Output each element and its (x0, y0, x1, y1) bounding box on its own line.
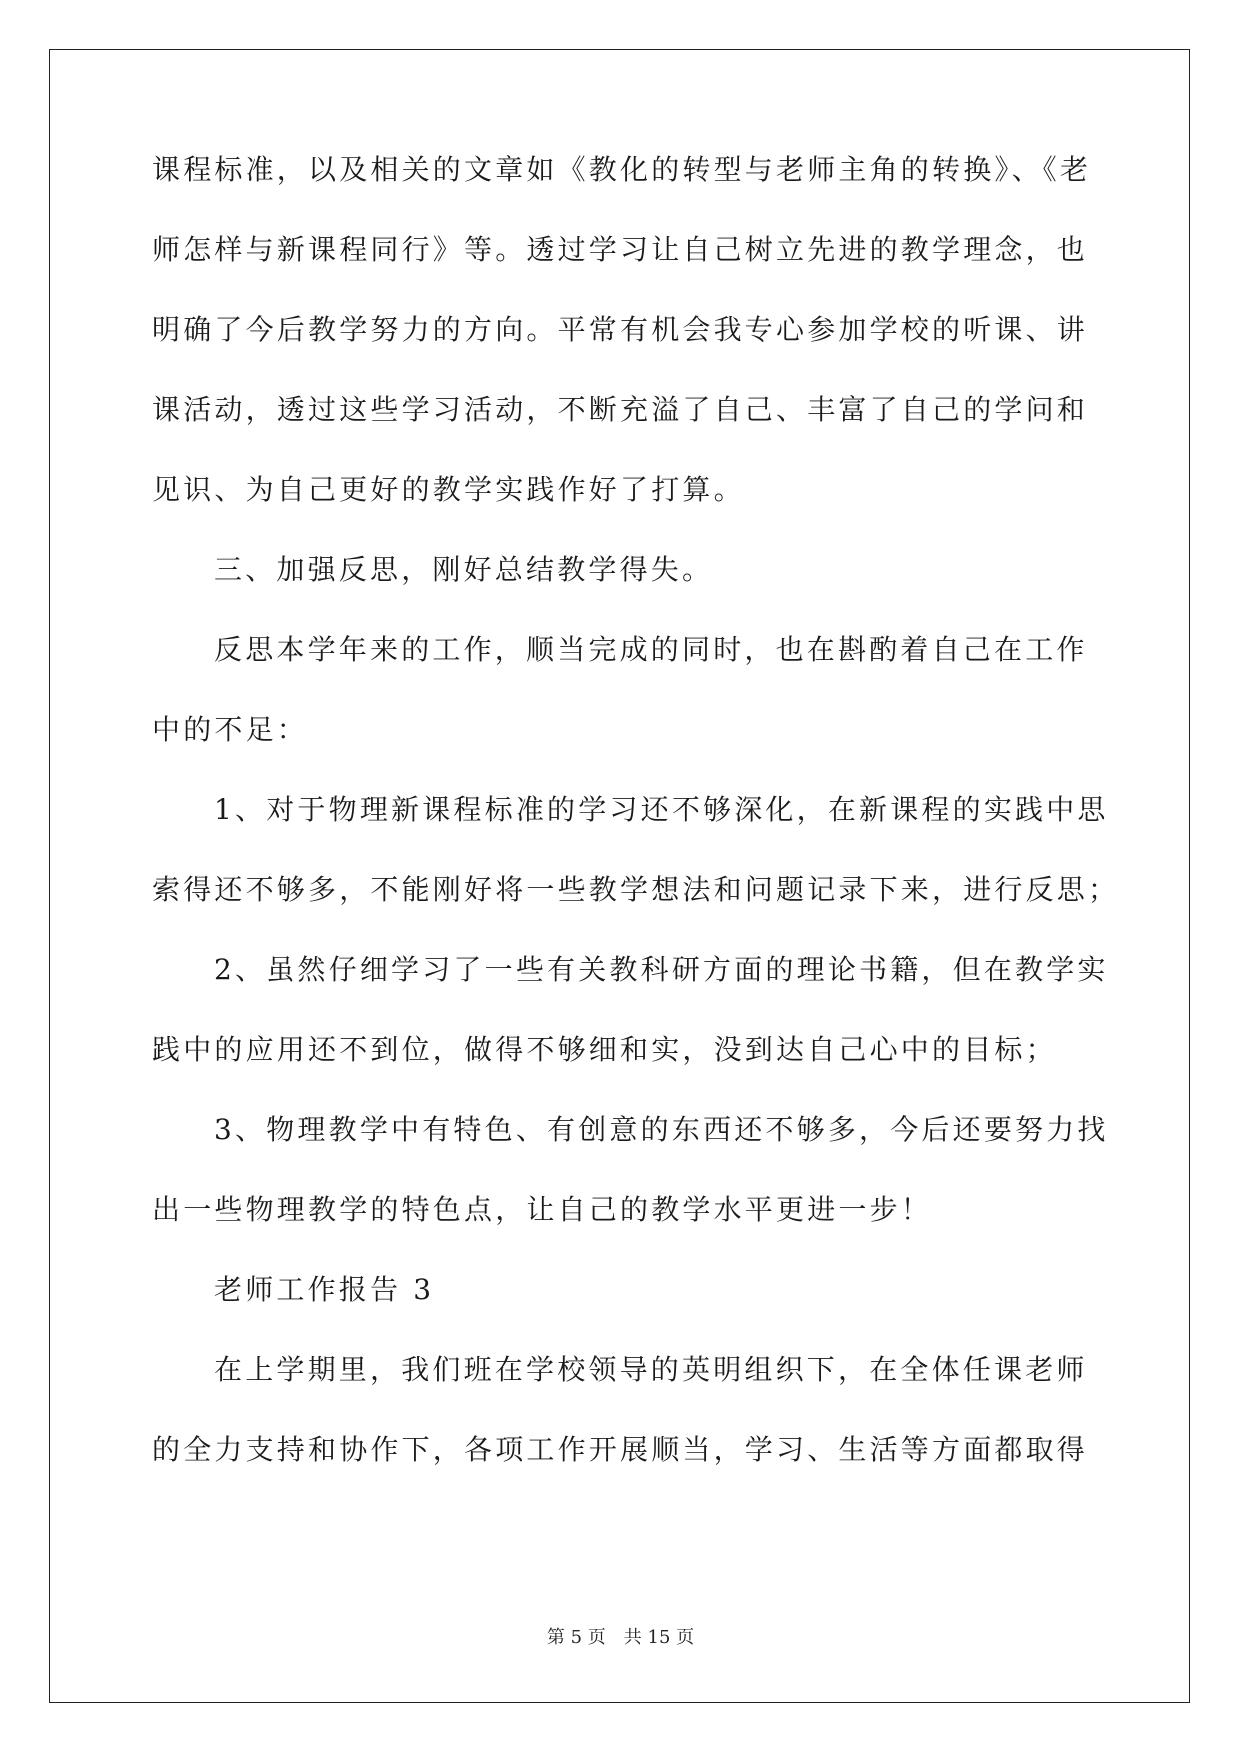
paragraph-line: 反思本学年来的工作，顺当完成的同时，也在斟酌着自己在工作 (214, 633, 1088, 666)
page-footer (0, 1626, 1241, 1650)
paragraph-line: 在上学期里，我们班在学校领导的英明组织下，在全体任课老师 (214, 1353, 1088, 1386)
list-item-line: 2、虽然仔细学习了一些有关教科研方面的理论书籍，但在教学实 (214, 953, 1109, 986)
list-item-line: 索得还不够多，不能刚好将一些教学想法和问题记录下来，进行反思； (152, 873, 1120, 906)
page-number: 第 5 页 (546, 1627, 606, 1648)
list-item-line: 出一些物理教学的特色点，让自己的教学水平更进一步！ (152, 1193, 933, 1226)
paragraph-line: 中的不足： (152, 713, 309, 746)
paragraph-line: 明确了今后教学努力的方向。平常有机会我专心参加学校的听课、讲 (152, 313, 1089, 346)
paragraph-line: 师怎样与新课程同行》等。透过学习让自己树立先进的教学理念，也 (152, 233, 1089, 266)
paragraph-line: 课程标准，以及相关的文章如《教化的转型与老师主角的转换》、《老 (152, 153, 1092, 186)
list-item-line: 1、对于物理新课程标准的学习还不够深化，在新课程的实践中思 (214, 793, 1109, 826)
paragraph-line: 课活动，透过这些学习活动，不断充溢了自己、丰富了自己的学问和 (152, 393, 1089, 426)
report-title: 老师工作报告 3 (214, 1273, 435, 1306)
paragraph-line: 见识、为自己更好的教学实践作好了打算。 (152, 473, 745, 506)
list-item-line: 3、物理教学中有特色、有创意的东西还不够多，今后还要努力找 (214, 1113, 1109, 1146)
section-heading: 三、加强反思，刚好总结教学得失。 (214, 553, 714, 586)
total-pages: 共 15 页 (623, 1627, 695, 1648)
paragraph-line: 的全力支持和协作下，各项工作开展顺当，学习、生活等方面都取得 (152, 1433, 1089, 1466)
list-item-line: 践中的应用还不到位，做得不够细和实，没到达自己心中的目标； (152, 1033, 1057, 1066)
